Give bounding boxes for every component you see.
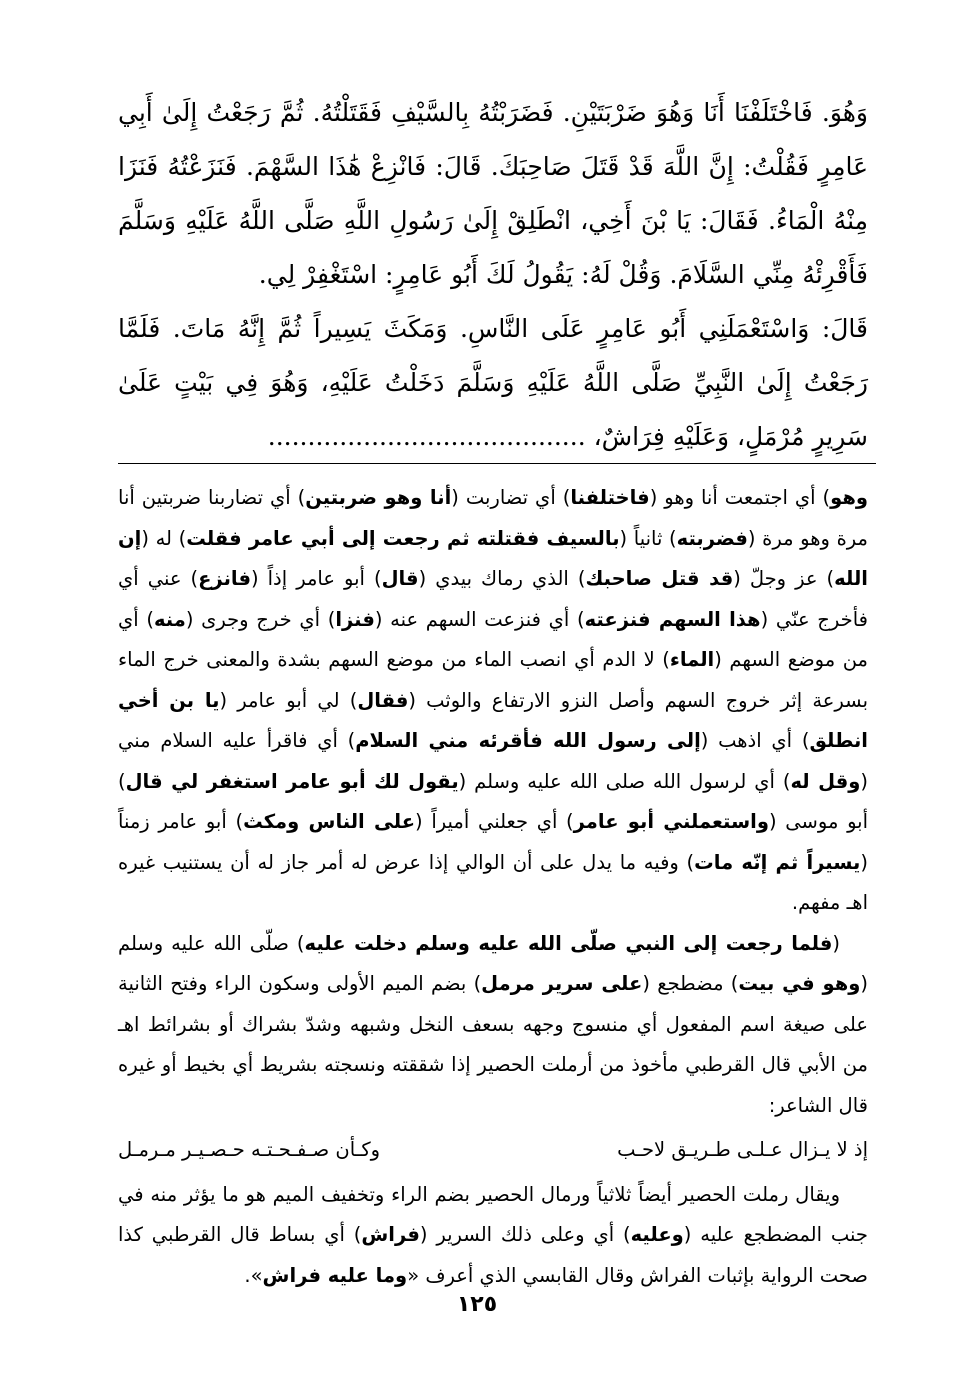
quoted-phrase: وهو في بيت bbox=[738, 972, 861, 995]
commentary-text: ) أي تضاربنا ضربتين أنا مرة وهو مرة ( bbox=[118, 486, 868, 550]
commentary-text: ) أي فنزعت السهم عنه ( bbox=[374, 607, 585, 631]
commentary-text: ) صلّى الله عليه وسلم ( bbox=[118, 931, 868, 995]
commentary-text: ) أي فاقرأ عليه السلام مني ( bbox=[118, 729, 868, 793]
page-number: ١٢٥ bbox=[456, 1292, 498, 1317]
quoted-phrase: منه bbox=[153, 607, 186, 631]
quoted-phrase: إن الله bbox=[118, 526, 868, 590]
quoted-phrase: الماء bbox=[669, 648, 715, 671]
commentary-paragraph bbox=[118, 478, 868, 924]
commentary-text: ) عني أي فأخرج عنّي ( bbox=[118, 567, 868, 631]
quoted-phrase: فضربته bbox=[676, 526, 748, 550]
quoted-phrase: فاختلفنا bbox=[570, 486, 650, 509]
quoted-phrase: فلما رجعت إلى النبي صلّى الله عليه وسلم دخلت عليه bbox=[304, 931, 833, 955]
commentary-text: ) ثانياً ( bbox=[619, 526, 677, 550]
commentary-paragraph bbox=[118, 1175, 868, 1297]
commentary-text: ) عز وجلّ ( bbox=[733, 567, 835, 590]
poem-verse bbox=[118, 1130, 868, 1171]
quoted-phrase: على الناس ومكث bbox=[243, 810, 416, 833]
quoted-phrase: أنا وهو ضربتين bbox=[305, 486, 452, 509]
quoted-phrase: قد قتل صاحبك bbox=[585, 567, 734, 590]
commentary-text: ) أي بساط قال القرطبي كذا صحت الرواية بإثبات الفراش وقال القابسي الذي أعرف « bbox=[118, 1223, 868, 1287]
quoted-phrase: وعليه bbox=[630, 1223, 684, 1246]
quoted-phrase: قال bbox=[381, 567, 419, 590]
commentary-text: ) أي جعلني أميراً ( bbox=[415, 810, 574, 833]
commentary-text: ) مضطجع ( bbox=[642, 972, 739, 995]
separator-line bbox=[118, 463, 876, 464]
quoted-phrase: وما عليه فراش bbox=[262, 1263, 408, 1287]
commentary-text: ) أي وعلى ذلك السرير ( bbox=[419, 1223, 631, 1246]
quoted-phrase: واستعملني أبو عامر bbox=[573, 810, 769, 833]
commentary-text: ) أي اذهب ( bbox=[700, 729, 810, 752]
quoted-phrase: يسيراً ثم إنّه مات bbox=[694, 850, 861, 874]
commentary-text: ) أي لرسول الله صلى الله عليه وسلم ( bbox=[458, 769, 791, 793]
commentary-text: ) الذي رماك بيدي ( bbox=[418, 567, 586, 590]
quoted-phrase: يقول لك أبو عامر استغفر لي قال bbox=[125, 769, 459, 793]
commentary-text: ) بضم الميم الأولى وسكون الراء وفتح الثانية على صيغة اسم المفعول أي منسوج وجهه بسعف النخل وشبهه وشدّ بشراك أو بشرائط اهـ من الأبي قال القرطبي مأخوذ من أرملت الحصير إذا شققته ونسجته بشريط أي بخيط أو غيره قال الشاعر: bbox=[118, 972, 868, 1117]
quoted-phrase: وهو bbox=[830, 486, 868, 509]
quoted-phrase: يا بن أخي انطلق bbox=[118, 688, 868, 752]
main-text-paragraph: قَالَ: وَاسْتَعْمَلَنِي أَبُو عَامِرٍ عَلَى النَّاسِ. وَمَكَثَ يَسِيراً ثُمَّ إِنَّهُ مَاتَ. فَلَمَّا رَجَعْتُ إِلَىٰ النَّبِيِّ صَلَّى اللَّهُ عَلَيْهِ وَسَلَّمَ دَخَلْتُ عَلَيْهِ، وَهُوَ فِي بَيْتٍ عَلَىٰ سَرِيرٍ مُرْمَلٍ، وَعَلَيْهِ فِرَاشٌ، ........................................ bbox=[118, 314, 868, 451]
quoted-phrase: إلى رسول الله فأقرئه مني السلام bbox=[355, 729, 701, 752]
commentary-text: ) أبو موسى ( bbox=[118, 769, 869, 833]
commentary bbox=[118, 478, 868, 1296]
quoted-phrase: فنزا bbox=[335, 607, 375, 631]
quoted-phrase: فقال bbox=[357, 688, 409, 712]
commentary-text: ) أي من موضع السهم ( bbox=[118, 607, 868, 671]
commentary-text: ) وفيه ما يدل على أن الوالي إذا عرض له أمر جاز له أن يستنيب غيره اهـ مفهم. bbox=[118, 850, 868, 914]
quoted-phrase: بالسيف فقتلته ثم رجعت إلى أبي عامر فقلت bbox=[186, 526, 620, 550]
commentary-text: ( bbox=[832, 931, 840, 955]
commentary-text: ) له ( bbox=[141, 526, 187, 550]
quoted-phrase: فراش bbox=[361, 1223, 420, 1246]
quoted-phrase: هذا السهم فنزعته bbox=[584, 607, 761, 631]
commentary-text: ) أبو عامر إذاً ( bbox=[251, 567, 382, 590]
commentary-text: ) أي خرج وجرى ( bbox=[185, 607, 336, 631]
quoted-phrase: فانزع bbox=[198, 567, 251, 590]
poem-hemistich-second: وكـأن صـفـحـتـه حـصـيـر مـرمـل bbox=[118, 1138, 381, 1161]
commentary-text: ) أبو عامر زمناً ( bbox=[118, 810, 868, 874]
quoted-phrase: على سرير مرمل bbox=[481, 972, 643, 995]
main-text-paragraph: وَهُوَ. فَاخْتَلَفْنَا أَنَا وَهُوَ ضَرْبَتَيْنِ. فَضَرَبْتُهُ بِالسَّيْفِ فَقَتَلْتُهُ. ثُمَّ رَجَعْتُ إِلَىٰ أَبِي عَامِرٍ فَقُلْتُ: إِنَّ اللَّهَ قَدْ قَتَلَ صَاحِبَكَ. قَالَ: فَانْزِعْ هَٰذَا السَّهْمَ. فَنَزَعْتُهُ فَنَزَا مِنْهُ الْمَاءُ. فَقَالَ: يَا بْنَ أَخِي، انْطَلِقْ إِلَىٰ رَسُولِ اللَّهِ صَلَّى اللَّهُ عَلَيْهِ وَسَلَّمَ فَأَقْرِئْهُ مِنِّي السَّلَامَ. وَقُلْ لَهُ: يَقُولُ لَكَ أَبُو عَامِرٍ: اسْتَغْفِرْ لِي. bbox=[118, 98, 868, 289]
commentary-text: ) أي تضاربت ( bbox=[451, 486, 571, 509]
commentary-text: ) لا الدم أي انصب الماء من موضع السهم بشدة والمعنى خرج الماء بسرعة إثر خروج السهم وأصل النزو الارتفاع والوثب ( bbox=[118, 648, 869, 712]
commentary-text: ) لي أبو عامر ( bbox=[219, 688, 358, 712]
commentary-text: ويقال رملت الحصير أيضاً ثلاثياً ورمال الحصير بضم الراء وتخفيف الميم هو ما يؤثر منه في جنب المضطجع عليه ( bbox=[118, 1182, 868, 1246]
commentary-text: ». bbox=[244, 1263, 263, 1287]
commentary-text: ) أي اجتمعت أنا وهو ( bbox=[649, 486, 831, 509]
main-text bbox=[118, 86, 868, 464]
poem-hemistich-first: إذ لا يـزال عـلـى طـريـق لاحـب bbox=[617, 1138, 868, 1161]
commentary-paragraph bbox=[118, 924, 868, 1127]
quoted-phrase: وقل له bbox=[790, 769, 861, 793]
